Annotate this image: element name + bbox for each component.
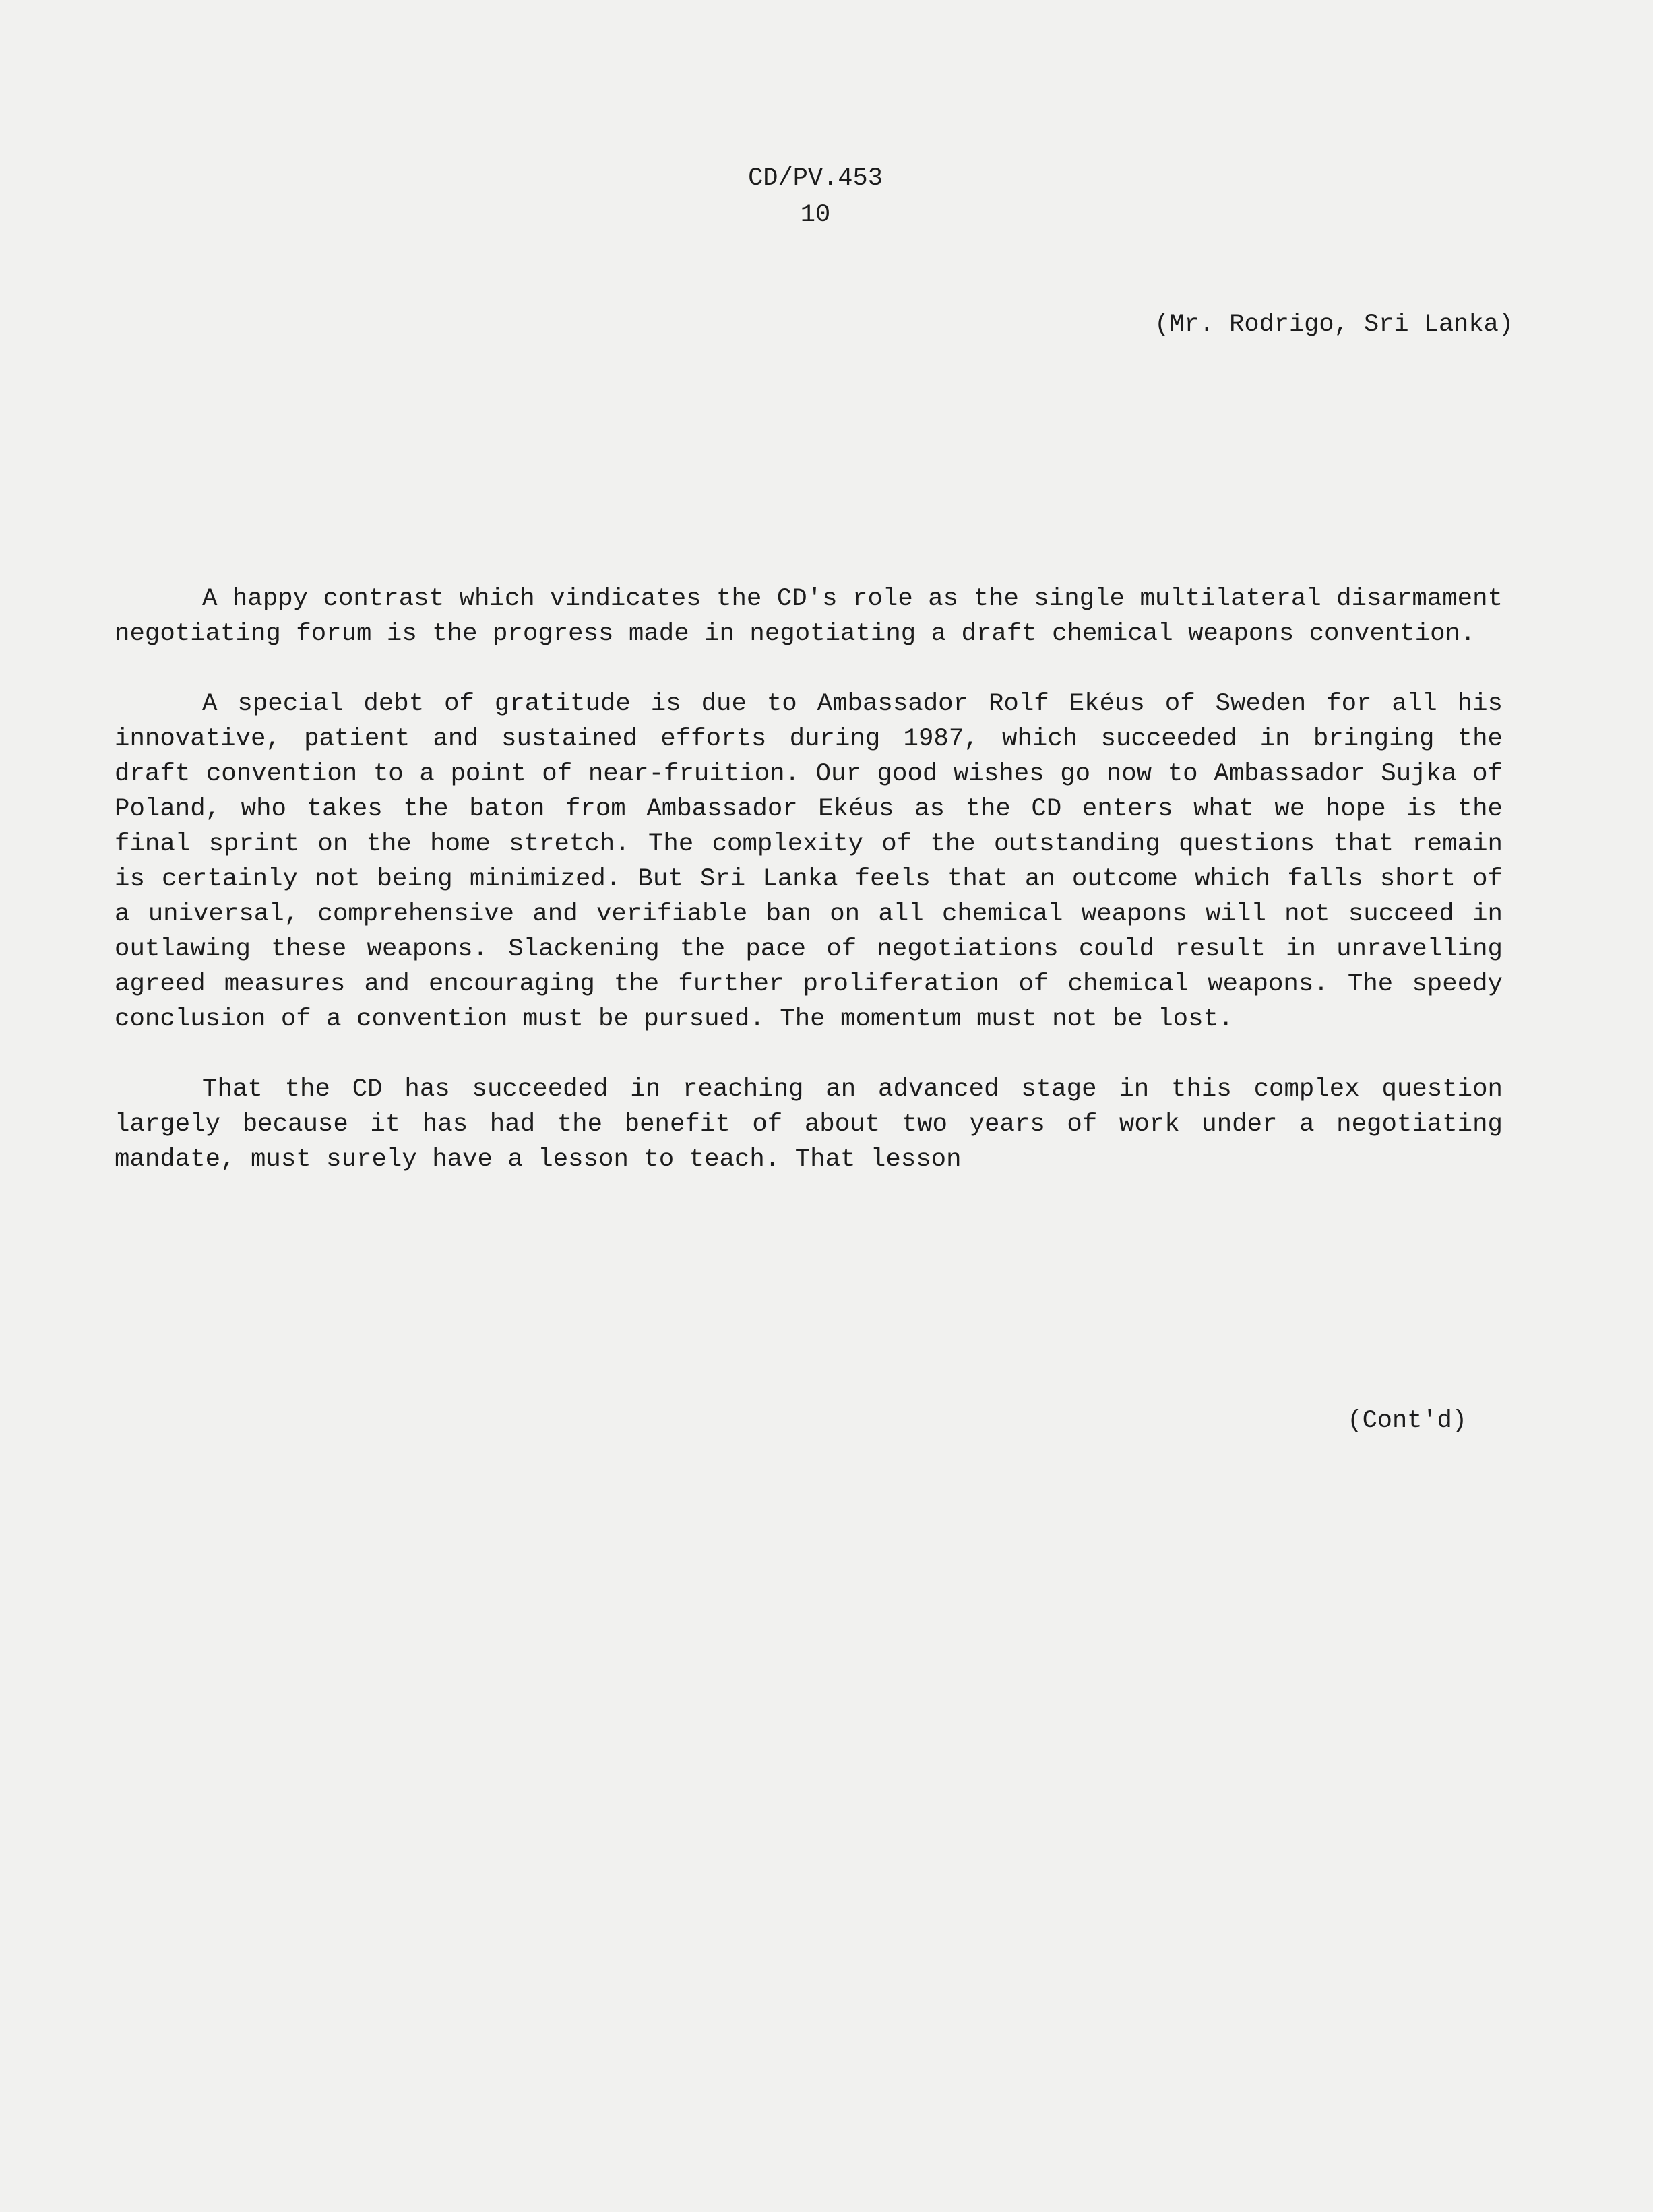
paragraph: A happy contrast which vindicates the CD's role as the single multilateral disarmament negotiating forum is the progress made in negotiating a draft chemical weapons convention. bbox=[115, 585, 1503, 648]
continuation-marker: (Cont'd) bbox=[1347, 1407, 1467, 1435]
document-symbol: CD/PV.453 bbox=[748, 164, 883, 193]
page-number: 10 bbox=[800, 201, 831, 229]
paragraph: That the CD has succeeded in reaching an advanced stage in this complex question largely because it has had the benefit of about two years of work under a negotiating mandate, must surely have a lesson to teach. That lesson bbox=[115, 1075, 1503, 1174]
document-header bbox=[728, 160, 903, 233]
paragraph: A special debt of gratitude is due to Ambassador Rolf Ekéus of Sweden for all his innovative, patient and sustained efforts during 1987, which succeeded in bringing the draft convention to a point of near-fruition. Our good wishes go now to Ambassador Sujka of Poland, who takes the baton from Ambassador Ekéus as the CD enters what we hope is the final sprint on the home stretch. The complexity of the outstanding questions that remain is certainly not being minimized. But Sri Lanka feels that an outcome which falls short of a universal, comprehensive and verifiable ban on all chemical weapons will not succeed in outlawing these weapons. Slackening the pace of negotiations could result in unravelling agreed measures and encouraging the further proliferation of chemical weapons. The speedy conclusion of a convention must be pursued. The momentum must not be lost. bbox=[115, 690, 1503, 1034]
speaker-attribution: (Mr. Rodrigo, Sri Lanka) bbox=[1154, 311, 1514, 339]
statement-body bbox=[115, 581, 1503, 1212]
